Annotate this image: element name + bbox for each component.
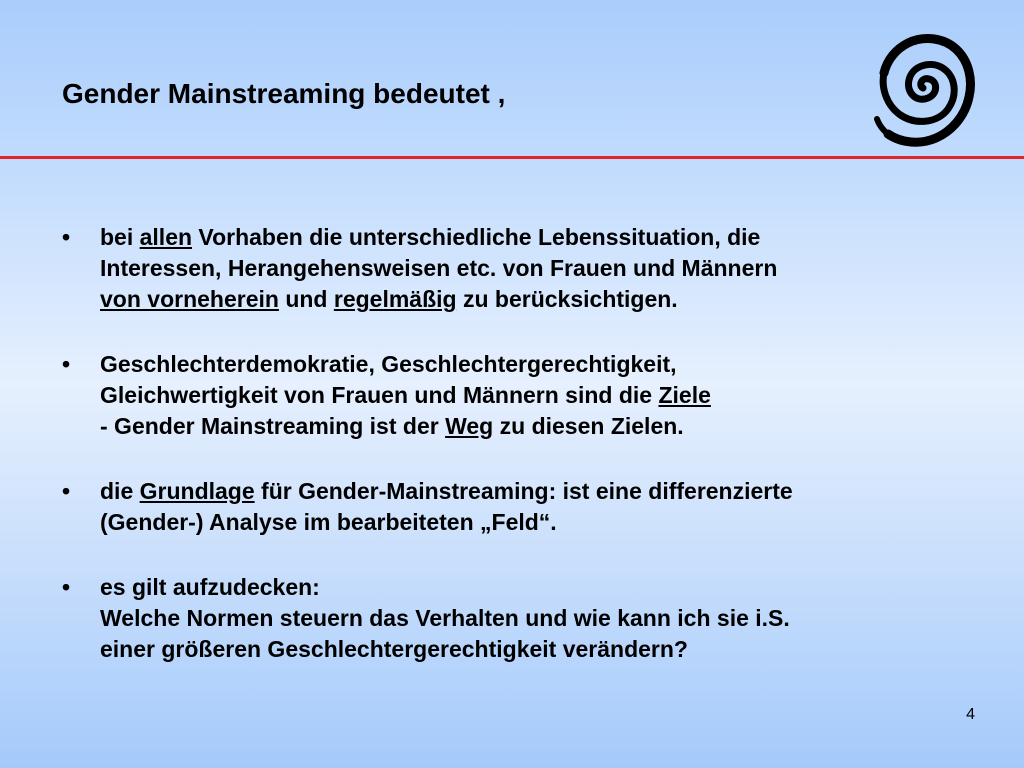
title-divider-line (0, 156, 1024, 159)
bullet-text: für Gender-Mainstreaming: ist eine differenzierte (254, 478, 793, 504)
underlined-text: Ziele (658, 382, 711, 408)
bullet-line (100, 284, 992, 315)
bullet-item-2 (62, 349, 992, 442)
bullet-item-1 (62, 222, 992, 315)
bullet-line: einer größeren Geschlechtergerechtigkeit verändern? (100, 636, 688, 662)
spiral-logo-icon (866, 30, 976, 148)
bullet-marker: • (62, 478, 71, 504)
bullet-line (100, 411, 992, 442)
bullet-text: Vorhaben die unterschiedliche Lebenssituation, die (192, 224, 761, 250)
bullet-line (100, 476, 992, 507)
bullet-line: Geschlechterdemokratie, Geschlechtergerechtigkeit, (100, 351, 677, 377)
bullet-text: bei (100, 224, 140, 250)
bullet-text: zu diesen Zielen. (493, 413, 684, 439)
bullet-line: Interessen, Herangehensweisen etc. von Frauen und Männern (100, 255, 778, 281)
underlined-text: Weg (445, 413, 494, 439)
bullet-line: (Gender-) Analyse im bearbeiteten „Feld“. (100, 509, 557, 535)
bullet-marker: • (62, 224, 71, 250)
underlined-text: regelmäßig (333, 286, 457, 312)
bullet-text: und (278, 286, 334, 312)
bullet-text: zu berücksichtigen. (456, 286, 678, 312)
bullet-line (100, 222, 992, 253)
underlined-text: Grundlage (139, 478, 255, 504)
underlined-text: allen (139, 224, 193, 250)
bullet-text: Gleichwertigkeit von Frauen und Männern sind die (100, 382, 659, 408)
bullet-marker: • (62, 351, 71, 377)
bullet-marker: • (62, 574, 71, 600)
bullet-text: die (100, 478, 140, 504)
bullet-line (100, 380, 992, 411)
bullet-list (62, 222, 992, 665)
bullet-item-3 (62, 476, 992, 538)
bullet-line: es gilt aufzudecken: (100, 574, 320, 600)
bullet-line: Welche Normen steuern das Verhalten und wie kann ich sie i.S. (100, 605, 790, 631)
underlined-text: von vorneherein (100, 286, 279, 312)
bullet-item-4 (62, 572, 992, 665)
bullet-text: - Gender Mainstreaming ist der (100, 413, 446, 439)
page-number: 4 (966, 706, 975, 723)
slide-title: Gender Mainstreaming bedeutet , (62, 78, 506, 109)
